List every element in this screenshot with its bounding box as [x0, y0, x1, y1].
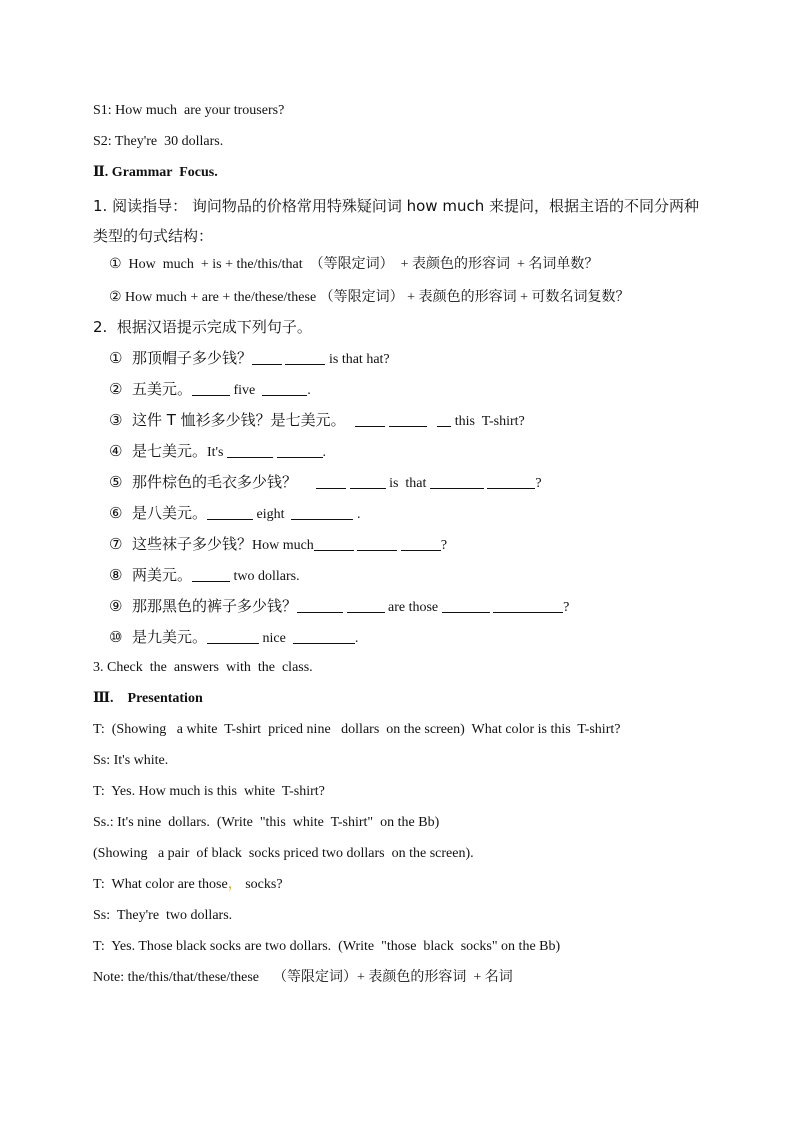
blank	[285, 348, 325, 365]
heading-text: Ⅱ. Grammar Focus.	[93, 165, 218, 180]
dialog-line-s2: S2: They're 30 dollars.	[93, 134, 224, 149]
exercise-10	[93, 624, 713, 655]
blank	[192, 379, 230, 396]
presentation-text: socks?	[241, 877, 283, 892]
exercise-text: this T-shirt?	[451, 414, 525, 429]
exercise-text: How much	[251, 538, 314, 553]
blank	[297, 596, 343, 613]
presentation-line: Ss.: It's nine dollars. (Write "this white T-shirt" on the Bb)	[93, 815, 440, 830]
presentation-text: T: What color are those	[93, 877, 228, 892]
exercise-cn: ⑦ 这些袜子多少钱？	[109, 535, 252, 553]
exercise-text: ?	[563, 600, 570, 615]
presentation-line	[93, 872, 713, 903]
pattern-2: ② How much + are + the/these/these （等限定词） + 表颜色的形容词 + 可数名词复数？	[109, 290, 630, 305]
blank	[291, 503, 353, 520]
exercise-7	[93, 531, 713, 562]
exercise-text	[427, 414, 438, 429]
document-page	[93, 98, 713, 996]
exercise-text: is that	[385, 476, 430, 491]
exercise-cn: ① 那顶帽子多少钱？	[109, 349, 252, 367]
exercise-text: eight	[252, 507, 292, 522]
presentation-line: T: Yes. How much is this white T-shirt?	[93, 784, 325, 799]
exercise-text: .	[353, 507, 361, 522]
blank	[277, 441, 323, 458]
exercise-3	[93, 407, 713, 438]
blank	[207, 503, 253, 520]
exercise-instruction: 2. 根据汉语提示完成下列句子。	[93, 318, 312, 336]
note-line: Note: the/this/that/these/these （等限定词）+ 表颜色的形容词 + 名词	[93, 970, 513, 985]
exercise-text: two dollars.	[229, 569, 300, 584]
comma-mark: ，	[227, 877, 242, 892]
blank	[252, 348, 282, 365]
blank	[192, 565, 230, 582]
section-heading-presentation	[93, 686, 713, 717]
exercise-2	[93, 376, 713, 407]
blank	[493, 596, 563, 613]
blank	[487, 472, 535, 489]
exercise-cn: ⑤ 那件棕色的毛衣多少钱？	[109, 473, 317, 491]
blank	[389, 410, 427, 427]
exercise-text: .	[354, 631, 359, 646]
exercise-text: ?	[535, 476, 542, 491]
exercise-cn: ④ 是七美元。	[109, 442, 207, 460]
dialog-line-s1: S1: How much are your trousers?	[93, 103, 285, 118]
blank	[227, 441, 273, 458]
blank	[262, 379, 307, 396]
exercise-4	[93, 438, 713, 469]
blank	[350, 472, 386, 489]
blank	[316, 472, 346, 489]
exercise-cn: ⑥ 是八美元。	[109, 504, 207, 522]
blank	[437, 410, 451, 427]
blank	[314, 534, 354, 551]
presentation-line: Ss: It's white.	[93, 753, 169, 768]
exercise-text: is that hat?	[325, 352, 390, 367]
exercise-cn: ⑨ 那那黑色的裤子多少钱？	[109, 597, 297, 615]
check-answers: 3. Check the answers with the class.	[93, 660, 313, 675]
exercise-cn: ② 五美元。	[109, 380, 192, 398]
reading-guide: 1. 阅读指导： 询问物品的价格常用特殊疑问词 how much 来提问，根据主语的不同分两种类型的句式结构：	[93, 197, 699, 245]
exercise-6	[93, 500, 713, 531]
pattern-1: ① How much + is + the/this/that （等限定词） + 表颜色的形容词 + 名词单数？	[109, 257, 599, 272]
presentation-line: (Showing a pair of black socks priced two dollars on the screen).	[93, 846, 474, 861]
exercise-cn: ⑩ 是九美元。	[109, 628, 207, 646]
blank	[430, 472, 484, 489]
heading-text: Ⅲ. Presentation	[93, 691, 203, 706]
blank	[207, 627, 259, 644]
exercise-5	[93, 469, 713, 500]
exercise-9	[93, 593, 713, 624]
exercise-text: .	[322, 445, 327, 460]
exercise-cn: ③ 这件 T 恤衫多少钱？是七美元。	[109, 411, 356, 429]
blank	[355, 410, 385, 427]
blank	[347, 596, 385, 613]
exercise-text: are those	[384, 600, 442, 615]
exercise-cn: ⑧ 两美元。	[109, 566, 192, 584]
presentation-line: T: Yes. Those black socks are two dollars. (Write "those black socks" on the Bb)	[93, 939, 561, 954]
exercise-text: .	[307, 383, 311, 398]
blank	[357, 534, 397, 551]
exercise-text: ?	[440, 538, 448, 553]
presentation-line: Ss: They're two dollars.	[93, 908, 233, 923]
exercise-8	[93, 562, 713, 593]
exercise-text: nice	[258, 631, 293, 646]
presentation-line: T: (Showing a white T-shirt priced nine dollars on the screen) What color is this T-shirt?	[93, 722, 621, 737]
blank	[442, 596, 490, 613]
exercise-text: It's	[206, 445, 228, 460]
exercise-1	[93, 345, 713, 376]
section-heading-grammar	[93, 160, 713, 191]
blank	[293, 627, 355, 644]
blank	[401, 534, 441, 551]
exercise-text: five	[229, 383, 263, 398]
